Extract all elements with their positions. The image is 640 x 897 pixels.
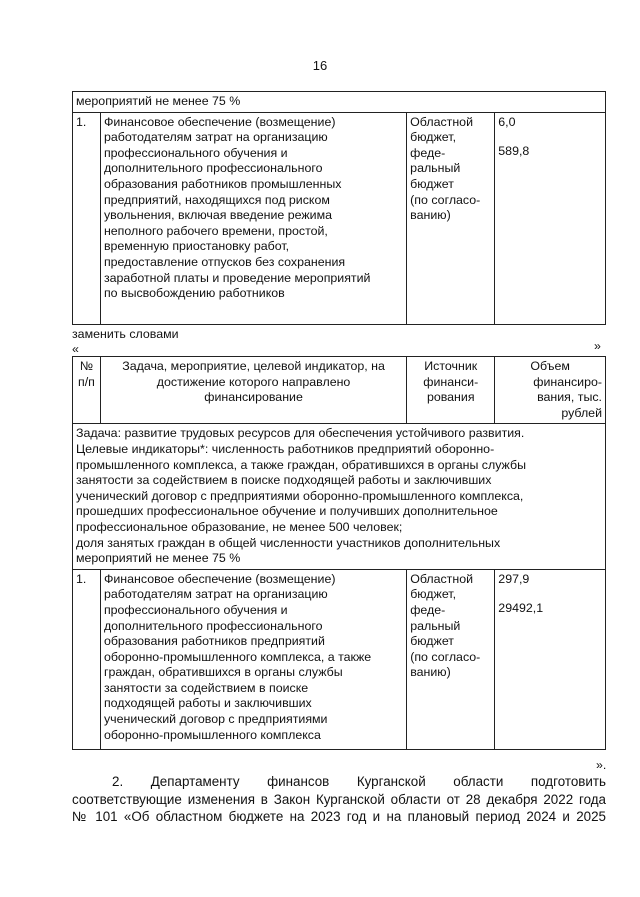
header-source: Источник финанси- рования xyxy=(407,357,495,424)
table-row xyxy=(73,92,606,113)
replace-instruction: заменить словами xyxy=(72,327,179,341)
funding-source: Областной бюджет, феде- ральный бюджет (по согласо- ванию) xyxy=(407,112,495,324)
decree-paragraph xyxy=(72,773,606,826)
measure-text: Финансовое обеспечение (возмещение) работодателям затрат на организацию профессионального обучения и дополнительного профессионального образования работников предприятий оборонно-промышленного комплекса, а также граждан, обратившихся в органы службы занятости за содействием в поиске подходящей работы и заключивших ученический договор с предприятиями оборонно-промышленного комплекса xyxy=(100,569,406,749)
paragraph-line: 2. Департаменту финансов Курганской области подготовить xyxy=(112,774,606,789)
table-row xyxy=(73,424,606,569)
paragraph-line: № 101 «Об областном бюджете на 2023 год и на плановый период 2024 и 2025 xyxy=(72,809,606,824)
measure-text: Финансовое обеспечение (возмещение) работодателям затрат на организацию профессионального обучения и дополнительного профессионального образования работников промышленных предприятий, находящихся под риском увольнения, включая введение режима неполного рабочего времени, простой, временную приостановку работ, предоставление отпусков без сохранения заработной платы и проведение мероприятий по высвобождению работников xyxy=(100,112,406,324)
header-task: Задача, мероприятие, целевой индикатор, на достижение которого направлено финансирование xyxy=(100,357,406,424)
task-description: Задача: развитие трудовых ресурсов для обеспечения устойчивого развития. Целевые индикаторы*: численность работников предприятий оборонно- промышленного комплекса, а также граждан, обратившихся в органы службы занятости за содействием в поиске подходящей работы и заключивших ученический договор с предприятиями оборонно-промышленного комплекса, прошедших профессиональное обучение и получивших дополнительное профессиональное образование, не менее 500 человек; доля занятых граждан в общей численности участников дополнительных мероприятий не менее 75 % xyxy=(73,424,606,569)
indicator-tail: мероприятий не менее 75 % xyxy=(73,92,606,113)
budget-table-new xyxy=(72,356,606,750)
table-row xyxy=(73,112,606,324)
header-volume: Объем финансиро- вания, тыс. рублей xyxy=(495,357,606,424)
paragraph-line: соответствующие изменения в Закон Курганской области от 28 декабря 2022 года xyxy=(72,791,606,807)
table-row xyxy=(73,569,606,749)
funding-source: Областной бюджет, феде- ральный бюджет (по согласо- ванию) xyxy=(407,569,495,749)
opening-quote: « xyxy=(72,342,79,356)
row-number: 1. xyxy=(73,569,101,749)
budget-table-old xyxy=(72,91,606,325)
page-number: 16 xyxy=(312,58,328,73)
funding-amount: 297,9 29492,1 xyxy=(495,569,606,749)
closing-quote: ». xyxy=(596,758,607,772)
header-number: № п/п xyxy=(73,357,101,424)
funding-amount: 6,0 589,8 xyxy=(495,112,606,324)
closing-quote: » xyxy=(594,339,601,353)
table-header-row xyxy=(73,357,606,424)
row-number: 1. xyxy=(73,112,101,324)
